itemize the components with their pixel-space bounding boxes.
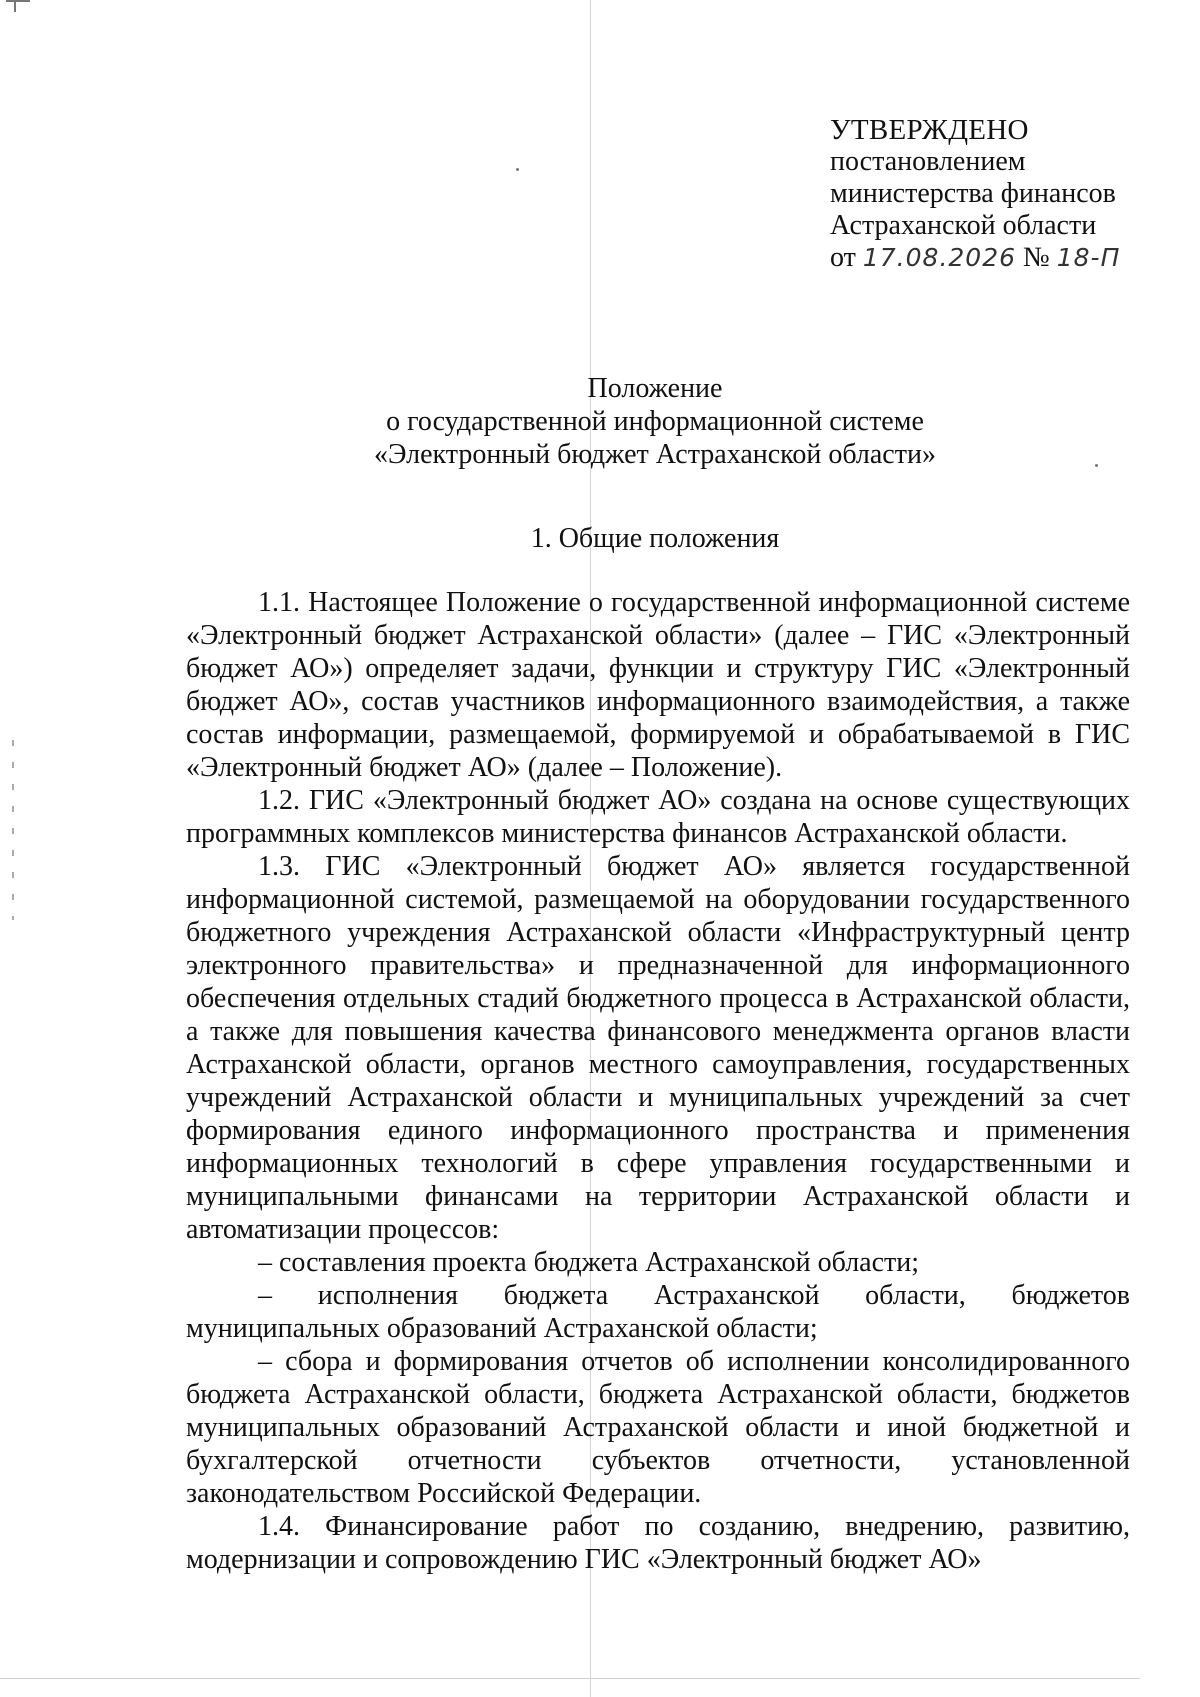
approval-line: Астраханской области — [830, 210, 1097, 241]
approval-date-line — [830, 242, 1120, 274]
list-item: – сбора и формирования отчетов об исполнении консолидированного бюджета Астраханской области, бюджета Астраханской области, бюджетов муниципальных образований Астраханской области и иной бюджетной и бухгалтерской отчетности субъектов отчетности, установленной законодательством Российской Федерации. — [186, 1346, 1130, 1509]
list-item: – составления проекта бюджета Астраханской области; — [258, 1247, 920, 1278]
approval-line: министерства финансов — [830, 178, 1116, 209]
approval-line: постановлением — [830, 146, 1026, 177]
section-heading: 1. Общие положения — [530, 523, 780, 554]
handwritten-number: 18-П — [1056, 243, 1121, 272]
list-item: – исполнения бюджета Астраханской области, бюджетов муниципальных образований Астраханской области; — [186, 1280, 1130, 1344]
title-line: Положение — [587, 373, 723, 404]
number-prefix: № — [1023, 242, 1050, 273]
document-title — [160, 372, 1150, 471]
paragraph: 1.4. Финансирование работ по созданию, внедрению, развитию, модернизации и сопровождению ГИС «Электронный бюджет АО» — [186, 1511, 1130, 1575]
scan-edge-marks — [12, 740, 14, 920]
title-line: о государственной информационной системе — [386, 406, 924, 437]
scan-speck — [516, 168, 519, 171]
scan-corner-mark — [6, 0, 30, 12]
title-line: «Электронный бюджет Астраханской области» — [374, 439, 936, 470]
document-body — [186, 586, 1130, 1576]
date-prefix: от — [830, 242, 856, 273]
paragraph: 1.1. Настоящее Положение о государственной информационной системе «Электронный бюджет Астраханской области» (далее – ГИС «Электронный бюджет АО») определяет задачи, функции и структуру ГИС «Электронный бюджет АО», состав участников информационного взаимодействия, а также состав информации, размещаемой, формируемой и обрабатываемой в ГИС «Электронный бюджет АО» (далее – Положение). — [186, 587, 1130, 783]
paragraph: 1.2. ГИС «Электронный бюджет АО» создана на основе существующих программных комплексов министерства финансов Астраханской области. — [186, 785, 1130, 849]
scan-bottom-line — [0, 1678, 1140, 1679]
approval-block — [830, 114, 1120, 274]
paragraph: 1.3. ГИС «Электронный бюджет АО» является государственной информационной системой, размещаемой на оборудовании государственного бюджетного учреждения Астраханской области «Инфраструктурный центр электронного правительства» и предназначенной для информационного обеспечения отдельных стадий бюджетного процесса в Астраханской области, а также для повышения качества финансового менеджмента органов власти Астраханской области, органов местного самоуправления, государственных учреждений Астраханской области и муниципальных учреждений за счет формирования единого информационного пространства и применения информационных технологий в сфере управления государственными и муниципальными финансами на территории Астраханской области и автоматизации процессов: — [186, 851, 1130, 1245]
approval-heading: УТВЕРЖДЕНО — [830, 114, 1029, 146]
handwritten-date: 17.08.2026 — [862, 243, 1017, 272]
